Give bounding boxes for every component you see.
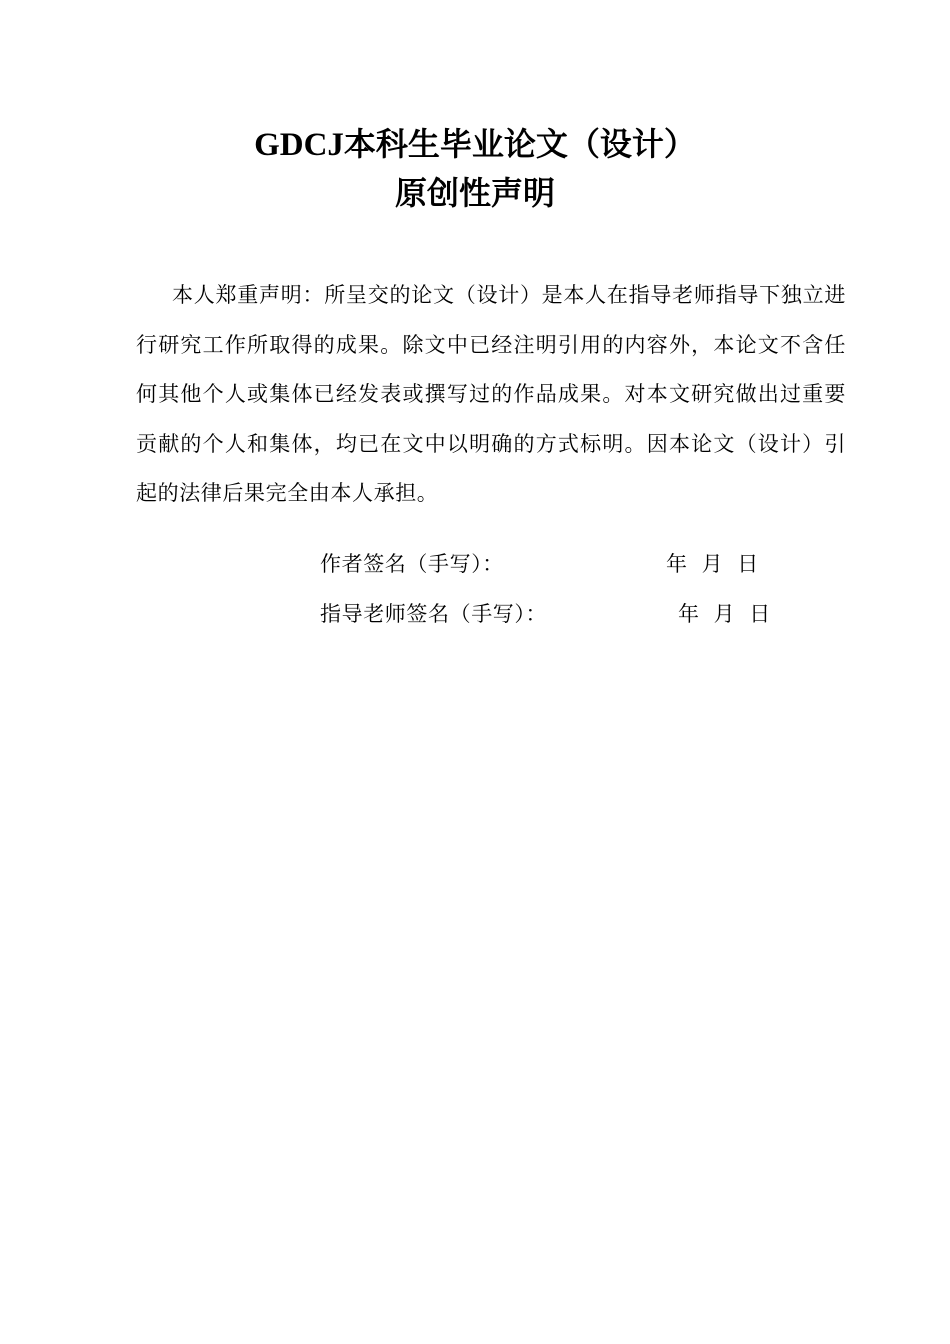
author-date-month: 月 (701, 552, 724, 576)
advisor-date-day: 日 (749, 602, 771, 626)
document-title (0, 124, 950, 165)
title-latin-part: GDCJ (254, 127, 344, 163)
author-date-line (666, 549, 759, 579)
advisor-date-year: 年 (678, 602, 700, 626)
advisor-signature-label: 指导老师签名（手写）： (320, 602, 548, 626)
author-signature-label: 作者签名（手写）： (320, 552, 504, 576)
author-date-year: 年 (666, 552, 688, 576)
declaration-body (136, 271, 846, 519)
advisor-date-month: 月 (713, 602, 736, 626)
title-cjk-part: 本科生毕业论文（设计） (343, 125, 696, 163)
advisor-date-line (678, 599, 771, 629)
document-subtitle: 原创性声明 (394, 174, 555, 212)
declaration-paragraph: 本人郑重声明：所呈交的论文（设计）是本人在指导老师指导下独立进行研究工作所取得的成果。除文中已经注明引用的内容外，本论文不含任何其他个人或集体已经发表或撰写过的作品成果。对本文研究做出过重要贡献的个人和集体，均已在文中以明确的方式标明。因本论文（设计）引起的法律后果完全由本人承担。 (136, 283, 846, 505)
author-date-day: 日 (737, 552, 759, 576)
